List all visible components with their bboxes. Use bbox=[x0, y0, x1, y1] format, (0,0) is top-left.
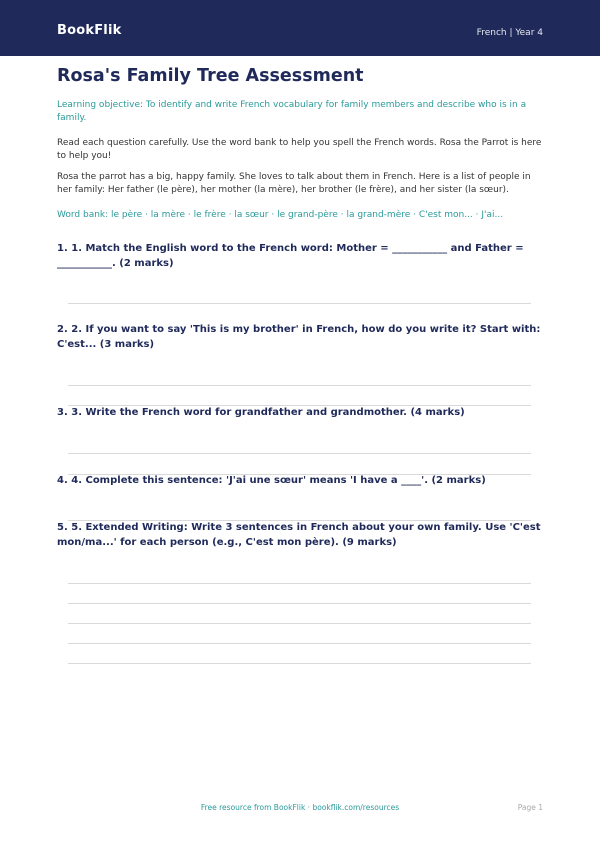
word-bank: Word bank: le père · la mère · le frère · la sœur · le grand-père · la grand-mère · C'est mon... · J'ai... bbox=[57, 210, 504, 220]
instructions-paragraph: Read each question carefully. Use the word bank to help you spell the French words. Rosa the Parrot is here to help you! bbox=[57, 138, 542, 161]
answer-line[interactable] bbox=[68, 603, 531, 604]
answer-line[interactable] bbox=[68, 663, 531, 664]
answer-line[interactable] bbox=[68, 583, 531, 584]
header-bar bbox=[0, 0, 600, 56]
answer-line[interactable] bbox=[68, 303, 531, 304]
question-2: 2. 2. If you want to say 'This is my brother' in French, how do you write it? Start with: C'est... (3 marks) bbox=[57, 324, 541, 350]
subject-year: French | Year 4 bbox=[476, 28, 543, 38]
question-5: 5. 5. Extended Writing: Write 3 sentences in French about your own family. Use 'C'est mon/ma...' for each person (e.g., C'est mon père). (9 marks) bbox=[57, 522, 541, 548]
footer-credit: Free resource from BookFlik · bookflik.com/resources bbox=[200, 803, 400, 812]
page-number: Page 1 bbox=[517, 803, 543, 812]
answer-line[interactable] bbox=[68, 385, 531, 386]
learning-objective: Learning objective: To identify and write French vocabulary for family members and describe who is in a family. bbox=[57, 100, 527, 123]
question-3: 3. 3. Write the French word for grandfather and grandmother. (4 marks) bbox=[57, 407, 465, 418]
question-1: 1. 1. Match the English word to the French word: Mother = ___________ and Father = ___________. (2 marks) bbox=[57, 243, 524, 269]
brand-logo: BookFlik bbox=[57, 23, 122, 38]
answer-line[interactable] bbox=[68, 643, 531, 644]
answer-line[interactable] bbox=[68, 453, 531, 454]
question-4: 4. 4. Complete this sentence: 'J'ai une sœur' means 'I have a ____'. (2 marks) bbox=[57, 475, 486, 486]
story-paragraph: Rosa the parrot has a big, happy family. She loves to talk about them in French. Here is a list of people in her family: Her father (le père), her mother (la mère), her brother (le frère), and her sister (la sœur). bbox=[57, 172, 531, 195]
page-title: Rosa's Family Tree Assessment bbox=[57, 66, 364, 86]
answer-line[interactable] bbox=[68, 623, 531, 624]
